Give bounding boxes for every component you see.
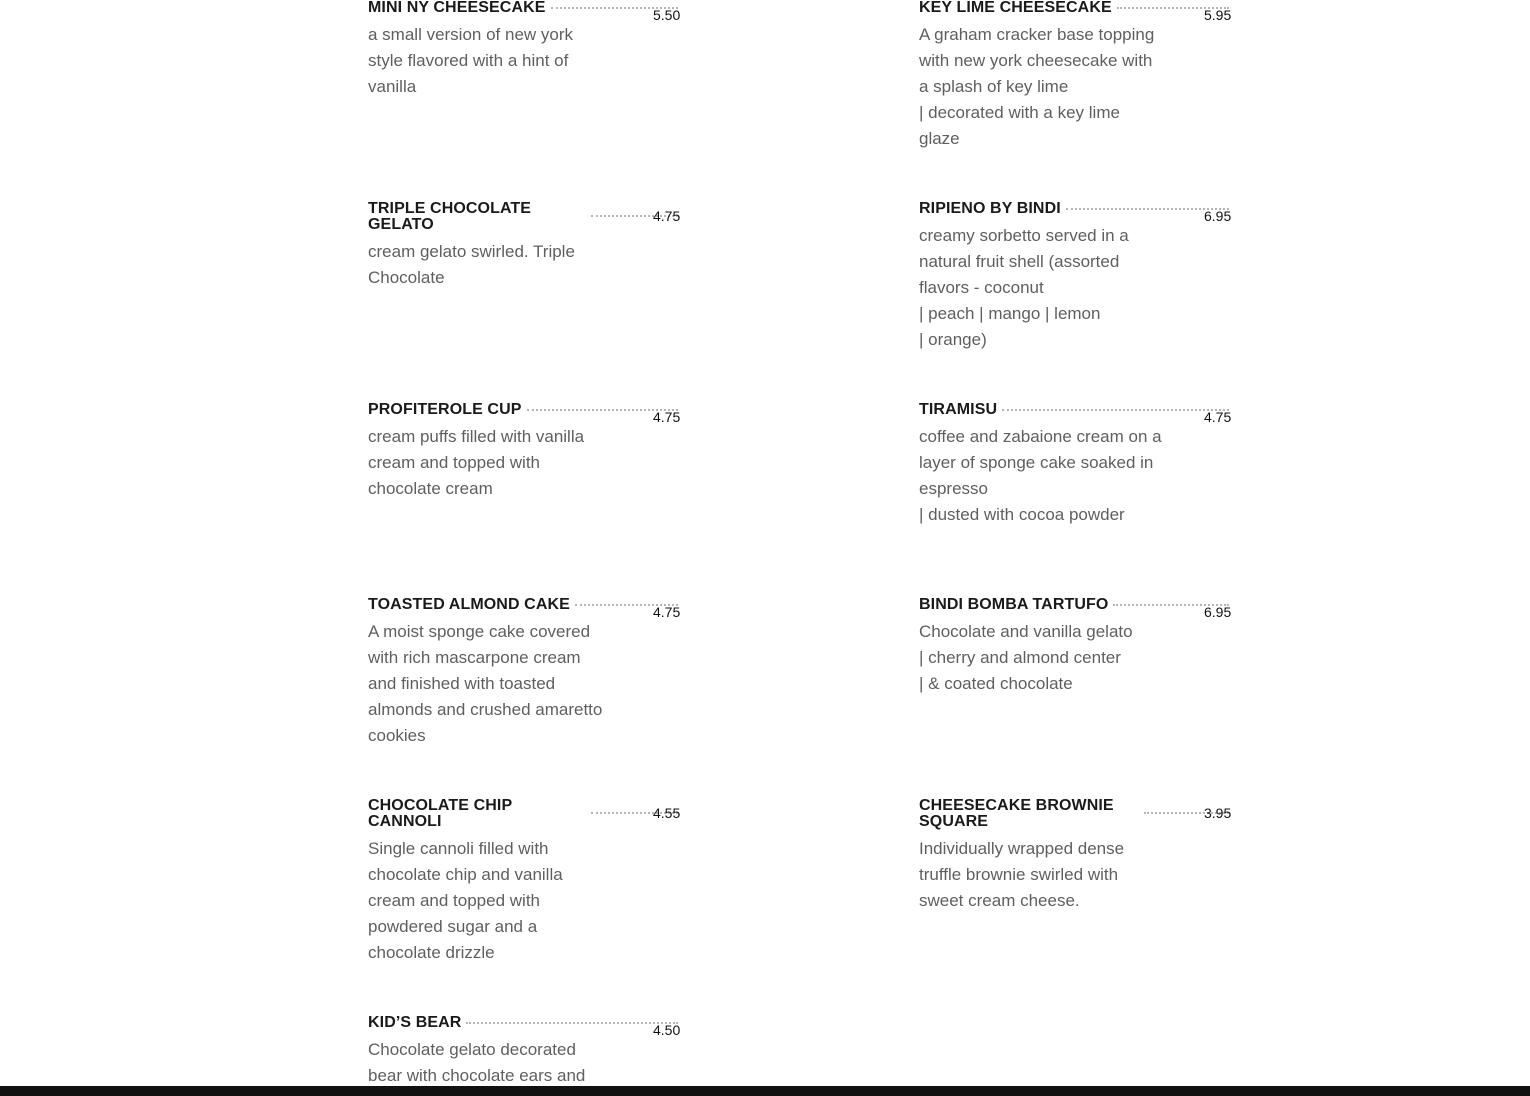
description-line: | cherry and almond center [919, 648, 1121, 667]
item-price: 4.75 [1204, 409, 1232, 425]
description-line: chocolate cream [368, 479, 493, 498]
description-line: layer of sponge cake soaked in [919, 453, 1154, 472]
menu-item-chocolate-chip-cannoli [368, 798, 684, 966]
bottom-bar [0, 1086, 1530, 1096]
description-line: chocolate drizzle [368, 943, 495, 962]
item-description [919, 424, 1195, 528]
menu-item-header [919, 596, 1235, 620]
item-price: 6.95 [1204, 208, 1232, 224]
item-name: CHEESECAKE BROWNIE SQUARE [919, 797, 1114, 830]
description-line: A graham cracker base topping [919, 25, 1155, 44]
item-price: 5.95 [1204, 7, 1232, 23]
item-description [368, 239, 644, 291]
description-line: Chocolate [368, 268, 445, 287]
item-name: TIRAMISU [919, 401, 998, 418]
menu-item-header [368, 1014, 684, 1038]
description-line: | orange) [919, 330, 987, 349]
description-line: truffle brownie swirled with [919, 865, 1119, 884]
menu-item-header [368, 0, 684, 23]
description-line: cookies [368, 726, 426, 745]
menu-item-key-lime-cheesecake [919, 0, 1235, 152]
menu-item-tiramisu [919, 402, 1235, 528]
menu-item-triple-chocolate-gelato [368, 201, 684, 291]
item-description [368, 1037, 644, 1086]
item-price: 4.75 [653, 604, 681, 620]
description-line: cream gelato swirled. Triple [368, 242, 575, 261]
description-line: Single cannoli filled with [368, 839, 549, 858]
description-line: sweet cream cheese. [919, 891, 1080, 910]
description-line: with rich mascarpone cream [368, 648, 581, 667]
description-line: Chocolate gelato decorated [368, 1040, 576, 1059]
description-line: almonds and crushed amaretto [368, 700, 603, 719]
description-line: cream puffs filled with vanilla [368, 427, 585, 446]
description-line: Chocolate and vanilla gelato [919, 622, 1133, 641]
description-line: espresso [919, 479, 988, 498]
item-price: 4.75 [653, 208, 681, 224]
description-line: powdered sugar and a [368, 917, 538, 936]
menu-item-header [368, 596, 684, 620]
item-description [368, 836, 644, 966]
item-price: 3.95 [1204, 805, 1232, 821]
menu-item-header [919, 401, 1235, 425]
menu-item-mini-ny-cheesecake [368, 0, 684, 100]
menu-item-header [368, 401, 684, 425]
item-price: 5.50 [653, 7, 681, 23]
description-line: creamy sorbetto served in a [919, 226, 1129, 245]
description-line: vanilla [368, 77, 417, 96]
item-name: MINI NY CHEESECAKE [368, 0, 546, 16]
description-line: coffee and zabaione cream on a [919, 427, 1162, 446]
item-description [919, 836, 1195, 914]
menu-item-profiterole-cup [368, 402, 684, 502]
menu-item-ripieno-by-bindi [919, 201, 1235, 353]
item-description [919, 22, 1195, 152]
menu-item-header [919, 798, 1235, 830]
menu-item-cheesecake-brownie-square [919, 798, 1235, 914]
item-description [368, 424, 644, 502]
item-price: 4.50 [653, 1022, 681, 1038]
item-description [919, 223, 1195, 353]
description-line: | peach | mango | lemon [919, 304, 1101, 323]
item-name: TRIPLE CHOCOLATE GELATO [368, 200, 532, 233]
description-line: | decorated with a key lime [919, 103, 1120, 122]
menu-item-kids-bear [368, 1015, 684, 1086]
item-description [368, 619, 644, 749]
description-line: a small version of new york [368, 25, 574, 44]
description-line: A moist sponge cake covered [368, 622, 591, 641]
menu-item-header [919, 200, 1235, 224]
item-name: PROFITEROLE CUP [368, 401, 522, 418]
description-line: flavors - coconut [919, 278, 1044, 297]
description-line: with new york cheesecake with [919, 51, 1153, 70]
menu-item-header [919, 0, 1235, 23]
item-name: KID’S BEAR [368, 1014, 462, 1031]
description-line: Individually wrapped dense [919, 839, 1125, 858]
menu-item-header [368, 201, 684, 233]
description-line: bear with chocolate ears and [368, 1066, 586, 1085]
description-line: a splash of key lime [919, 77, 1069, 96]
description-line: cream and topped with [368, 891, 540, 910]
item-name: KEY LIME CHEESECAKE [919, 0, 1112, 16]
dotted-leader [1002, 409, 1229, 411]
description-line: chocolate chip and vanilla [368, 865, 563, 884]
menu-item-toasted-almond-cake [368, 597, 684, 749]
item-name: CHOCOLATE CHIP CANNOLI [368, 797, 512, 830]
menu-item-header [368, 798, 684, 830]
menu-item-bindi-bomba-tartufo [919, 597, 1235, 697]
item-description [919, 619, 1195, 697]
item-price: 6.95 [1204, 604, 1232, 620]
item-description [368, 22, 644, 100]
item-name: BINDI BOMBA TARTUFO [919, 596, 1109, 613]
description-line: | & coated chocolate [919, 674, 1073, 693]
dotted-leader [466, 1022, 678, 1024]
description-line: style flavored with a hint of [368, 51, 569, 70]
description-line: cream and topped with [368, 453, 540, 472]
item-price: 4.75 [653, 409, 681, 425]
description-line: and finished with toasted [368, 674, 556, 693]
item-name: TOASTED ALMOND CAKE [368, 596, 570, 613]
description-line: natural fruit shell (assorted [919, 252, 1120, 271]
description-line: | dusted with cocoa powder [919, 505, 1125, 524]
item-price: 4.55 [653, 805, 681, 821]
item-name: RIPIENO BY BINDI [919, 200, 1061, 217]
description-line: glaze [919, 129, 960, 148]
